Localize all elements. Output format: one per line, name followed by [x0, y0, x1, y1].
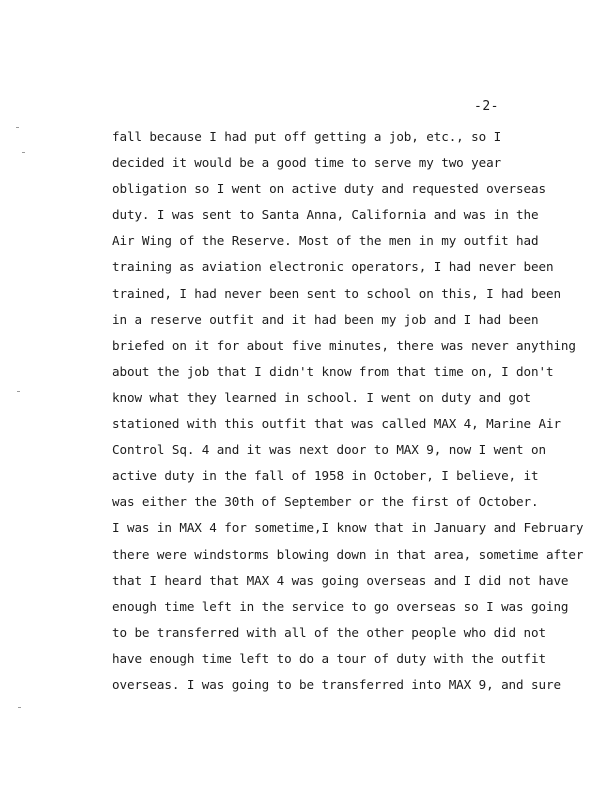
text-line: was either the 30th of September or the first of October. — [112, 494, 539, 510]
text-line: decided it would be a good time to serve my two year — [112, 155, 502, 171]
text-line: in a reserve outfit and it had been my job and I had been — [112, 311, 539, 327]
text-line: training as aviation electronic operators, I had never been — [112, 259, 554, 275]
page-number: -2- — [474, 99, 499, 114]
text-line: about the job that I didn't know from that time on, I don't — [112, 363, 554, 379]
text-line: overseas. I was going to be transferred into MAX 9, and sure — [112, 676, 561, 692]
text-line: there were windstorms blowing down in that area, sometime after — [112, 546, 584, 562]
text-line: Air Wing of the Reserve. Most of the men in my outfit had — [112, 233, 539, 249]
text-line: fall because I had put off getting a job, etc., so I — [112, 129, 502, 144]
body-text — [112, 124, 584, 698]
text-line: know what they learned in school. I went on duty and got — [112, 389, 531, 405]
text-line: active duty in the fall of 1958 in October, I believe, it — [112, 468, 539, 484]
text-line: duty. I was sent to Santa Anna, California and was in the — [112, 207, 539, 223]
text-line: obligation so I went on active duty and requested overseas — [112, 181, 546, 197]
margin-mark — [17, 391, 20, 392]
text-line: stationed with this outfit that was called MAX 4, Marine Air — [112, 416, 561, 432]
margin-mark — [18, 707, 21, 708]
margin-mark — [22, 152, 25, 153]
text-line: to be transferred with all of the other people who did not — [112, 624, 546, 640]
text-line: I was in MAX 4 for sometime,I know that in January and February — [112, 520, 584, 536]
text-line: briefed on it for about five minutes, there was never anything — [112, 337, 576, 353]
text-line: have enough time left to do a tour of duty with the outfit — [112, 650, 546, 666]
margin-mark — [16, 127, 19, 128]
text-line: enough time left in the service to go overseas so I was going — [112, 598, 569, 614]
text-line: that I heard that MAX 4 was going overseas and I did not have — [112, 572, 569, 588]
text-line: trained, I had never been sent to school on this, I had been — [112, 285, 561, 301]
text-line: Control Sq. 4 and it was next door to MAX 9, now I went on — [112, 442, 546, 458]
